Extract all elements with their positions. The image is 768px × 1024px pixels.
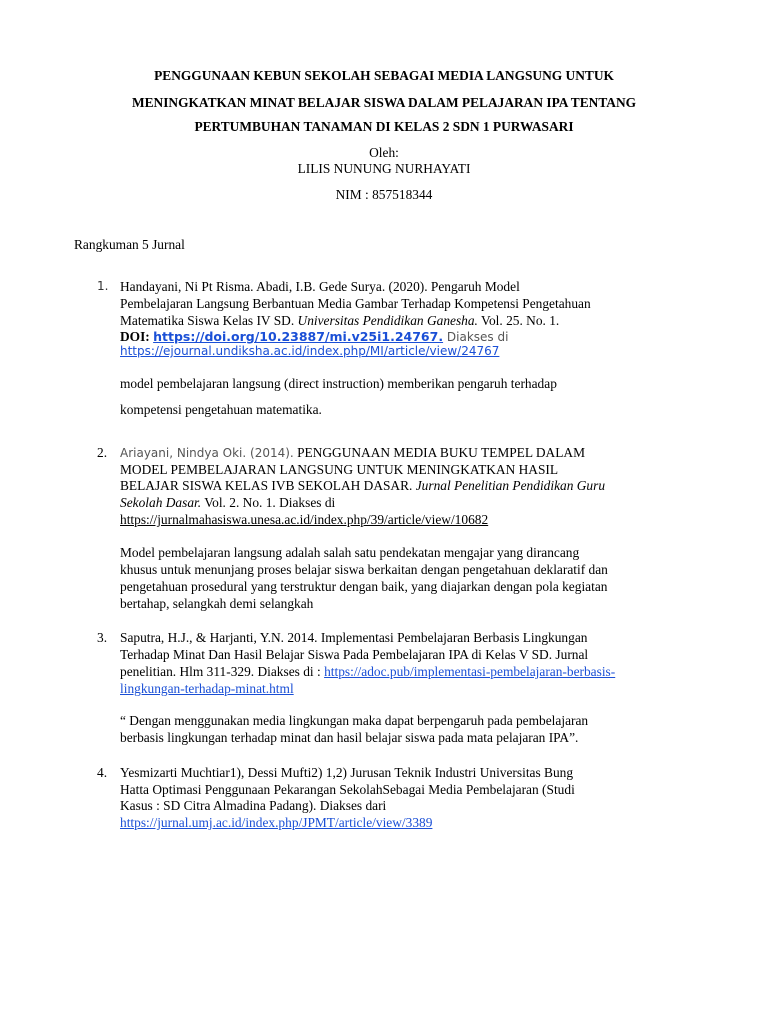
reference-text: Vol. 2. No. 1. Diakses di: [201, 495, 336, 510]
reference-summary-line: bertahap, selangkah demi selangkah: [120, 596, 314, 611]
reference-text: Vol. 25. No. 1.: [477, 313, 560, 328]
document-title-line-2: MENINGKATKAN MINAT BELAJAR SISWA DALAM PELAJARAN IPA TENTANG: [131, 95, 637, 110]
reference-url-link[interactable]: https://jurnal.umj.ac.id/index.php/JPMT/article/view/3389: [120, 815, 433, 830]
reference-summary-line: khusus untuk menunjang proses belajar siswa berkaitan dengan pengetahuan deklaratif dan: [120, 562, 608, 577]
reference-text-line: [120, 494, 335, 511]
reference-number: 4.: [97, 765, 108, 780]
reference-number: 2.: [97, 445, 108, 460]
reference-text-line: [120, 312, 559, 329]
reference-author: Ariayani, Nindya Oki. (2014).: [120, 446, 294, 460]
journal-name: Sekolah Dasar.: [120, 495, 202, 510]
reference-number: 3.: [97, 630, 108, 645]
reference-url-link[interactable]: https://adoc.pub/implementasi-pembelajaran-berbasis-: [324, 664, 616, 679]
reference-text-line: Pembelajaran Langsung Berbantuan Media Gambar Terhadap Kompetensi Pengetahuan: [120, 296, 591, 311]
reference-text-line: [120, 663, 615, 680]
reference-text-line: Kasus : SD Citra Almadina Padang). Diakses dari: [120, 798, 387, 813]
reference-text: penelitian. Hlm 311-329. Diakses di :: [120, 664, 325, 679]
journal-name: Jurnal Penelitian Pendidikan Guru: [415, 478, 606, 493]
reference-url-link-continued[interactable]: lingkungan-terhadap-minat.html: [120, 681, 294, 696]
reference-text-line: [120, 444, 585, 462]
doi-link[interactable]: https://doi.org/10.23887/mi.v25i1.24767.: [153, 329, 444, 344]
reference-url-link[interactable]: https://ejournal.undiksha.ac.id/index.php/MI/article/view/24767: [120, 344, 500, 358]
doi-label: DOI:: [120, 329, 154, 344]
reference-summary-line: Model pembelajaran langsung adalah salah satu pendekatan mengajar yang dirancang: [120, 545, 580, 560]
document-title-line-1: PENGGUNAAN KEBUN SEKOLAH SEBAGAI MEDIA LANGSUNG UNTUK: [154, 68, 614, 83]
reference-url-link[interactable]: https://jurnalmahasiswa.unesa.ac.id/index.php/39/article/view/10682: [120, 512, 489, 527]
reference-text-line: Saputra, H.J., & Harjanti, Y.N. 2014. Implementasi Pembelajaran Berbasis Lingkungan: [120, 630, 588, 645]
author-nim: NIM : 857518344: [335, 187, 433, 202]
reference-text-line: Terhadap Minat Dan Hasil Belajar Siswa Pada Pembelajaran IPA di Kelas V SD. Jurnal: [120, 647, 589, 662]
accessed-text: Diakses di: [443, 330, 509, 344]
document-title-line-3: PERTUMBUHAN TANAMAN DI KELAS 2 SDN 1 PURWASARI: [194, 119, 574, 134]
reference-summary-line: kompetensi pengetahuan matematika.: [120, 402, 322, 417]
journal-name: Universitas Pendidikan Ganesha.: [297, 313, 478, 328]
reference-summary-line: pengetahuan prosedural yang terstruktur dengan baik, yang diajarkan dengan pola kegiatan: [120, 579, 608, 594]
reference-text-line: MODEL PEMBELAJARAN LANGSUNG UNTUK MENINGKATKAN HASIL: [120, 462, 559, 477]
reference-text-line: Yesmizarti Muchtiar1), Dessi Mufti2) 1,2) Jurusan Teknik Industri Universitas Bung: [120, 765, 574, 780]
reference-text-line: Handayani, Ni Pt Risma. Abadi, I.B. Gede Surya. (2020). Pengaruh Model: [120, 279, 520, 294]
reference-text: PENGGUNAAN MEDIA BUKU TEMPEL DALAM: [293, 445, 585, 460]
reference-text-line: Hatta Optimasi Penggunaan Pekarangan SekolahSebagai Media Pembelajaran (Studi: [120, 782, 575, 797]
reference-summary-line: berbasis lingkungan terhadap minat dan hasil belajar siswa pada mata pelajaran IPA”.: [120, 730, 579, 745]
reference-number: 1.: [97, 279, 109, 293]
author-name: LILIS NUNUNG NURHAYATI: [297, 161, 471, 176]
reference-text: BELAJAR SISWA KELAS IVB SEKOLAH DASAR.: [120, 478, 416, 493]
section-heading: Rangkuman 5 Jurnal: [74, 237, 185, 252]
reference-text: Matematika Siswa Kelas IV SD.: [120, 313, 298, 328]
reference-summary-line: “ Dengan menggunakan media lingkungan maka dapat berpengaruh pada pembelajaran: [120, 713, 589, 728]
reference-text-line: [120, 477, 605, 494]
reference-summary-line: model pembelajaran langsung (direct instruction) memberikan pengaruh terhadap: [120, 376, 557, 391]
author-by-label: Oleh:: [369, 145, 399, 160]
